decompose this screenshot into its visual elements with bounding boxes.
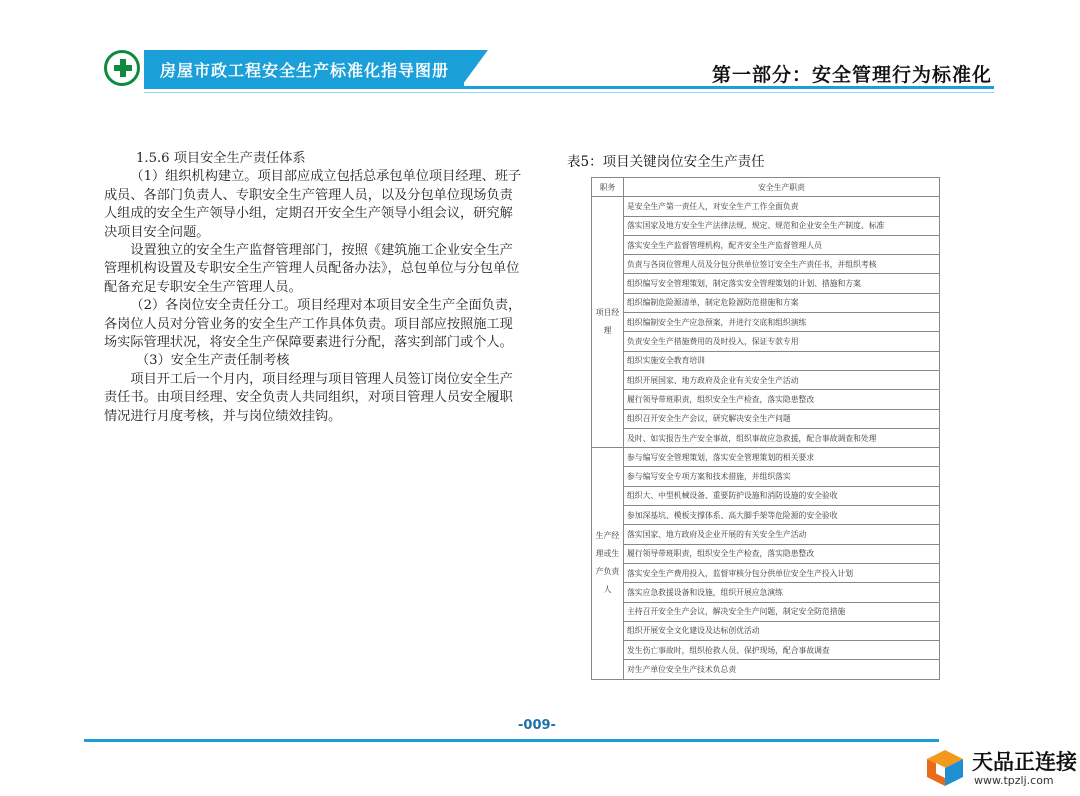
duty-cell: 参加深基坑、模板支撑体系、高大脚手架等危险源的安全验收 [624, 506, 940, 525]
brand-url[interactable]: www.tpzlj.com [974, 774, 1054, 787]
table-row [592, 293, 940, 312]
role-cell-production-manager: 生产经理或生产负责人 [592, 448, 624, 680]
duty-cell: 负责与各岗位管理人员及分包分供单位签订安全生产责任书，并组织考核 [624, 255, 940, 274]
page-number: -009- [518, 718, 556, 733]
table-header-row [592, 178, 940, 197]
table-row [592, 621, 940, 640]
duty-cell: 组织实施安全教育培训 [624, 351, 940, 370]
role-cell-project-manager: 项目经理 [592, 197, 624, 448]
duty-cell: 是安全生产第一责任人，对安全生产工作全面负责 [624, 197, 940, 216]
duty-cell: 落实应急救援设备和设施，组织开展应急演练 [624, 583, 940, 602]
duty-cell: 对生产单位安全生产技术负总责 [624, 660, 940, 679]
footer-divider [84, 739, 939, 742]
duty-table [591, 177, 940, 680]
duty-cell: 落实安全生产费用投入，监督审核分包分供单位安全生产投入计划 [624, 563, 940, 582]
table-row [592, 448, 940, 467]
table-row [592, 506, 940, 525]
duty-cell: 参与编写安全管理策划，落实安全管理策划的相关要求 [624, 448, 940, 467]
duty-cell: 主持召开安全生产会议，解决安全生产问题，制定安全防范措施 [624, 602, 940, 621]
duty-cell: 组织编制危险源清单，制定危险源防范措施和方案 [624, 293, 940, 312]
brand-name: 天品正连接 [972, 750, 1077, 774]
duty-cell: 组织大、中型机械设备、重要防护设施和消防设施的安全验收 [624, 486, 940, 505]
table-row [592, 583, 940, 602]
logo-cross-icon [104, 50, 140, 86]
table-row [592, 428, 940, 447]
body-text [104, 150, 524, 426]
table-row [592, 486, 940, 505]
column-header-role: 职务 [592, 178, 624, 197]
table-row [592, 370, 940, 389]
column-header-duty: 安全生产职责 [624, 178, 940, 197]
table-row [592, 390, 940, 409]
table-row [592, 216, 940, 235]
paragraph: （1）组织机构建立。项目部应成立包括总承包单位项目经理、班子成员、各部门负责人、专职安全生产管理人员，以及分包单位现场负责人组成的安全生产领导小组，定期召开安全生产领导小组会议，研究解决项目安全问题。 [104, 169, 522, 240]
table-row [592, 332, 940, 351]
duty-cell: 组织开展国家、地方政府及企业有关安全生产活动 [624, 370, 940, 389]
table-row [592, 351, 940, 370]
table-caption: 表5：项目关键岗位安全生产责任 [567, 154, 765, 170]
table-row [592, 274, 940, 293]
table-row [592, 409, 940, 428]
table-row [592, 197, 940, 216]
paragraph-heading: （3）安全生产责任制考核 [136, 353, 290, 369]
table-row [592, 255, 940, 274]
duty-cell: 落实国家及地方安全生产法律法规、规定、规范和企业安全生产制度、标准 [624, 216, 940, 235]
duty-cell: 发生伤亡事故时，组织抢救人员、保护现场，配合事故调查 [624, 641, 940, 660]
header-divider [144, 86, 994, 89]
table-row [592, 467, 940, 486]
section-title: 第一部分：安全管理行为标准化 [711, 64, 992, 86]
table-row [592, 235, 940, 254]
duty-cell: 落实国家、地方政府及企业开展的有关安全生产活动 [624, 525, 940, 544]
paragraph: 设置独立的安全生产监督管理部门，按照《建筑施工企业安全生产管理机构设置及专职安全生产管理人员配备办法》，总包单位与分包单位配备充足专职安全生产管理人员。 [104, 243, 520, 295]
duty-cell: 组织编写安全管理策划，制定落实安全管理策划的计划、措施和方案 [624, 274, 940, 293]
table-row [592, 525, 940, 544]
duty-cell: 组织召开安全生产会议，研究解决安全生产问题 [624, 409, 940, 428]
brand-cube-icon [925, 748, 965, 788]
table-row [592, 660, 940, 679]
paragraph: 项目开工后一个月内，项目经理与项目管理人员签订岗位安全生产责任书。由项目经理、安全负责人共同组织，对项目管理人员安全履职情况进行月度考核，并与岗位绩效挂钩。 [104, 371, 513, 424]
table-row [592, 602, 940, 621]
header-divider-thin [144, 92, 994, 93]
duty-cell: 履行领导带班职责，组织安全生产检查，落实隐患整改 [624, 544, 940, 563]
table-row [592, 544, 940, 563]
paragraph: （2）各岗位安全责任分工。项目经理对本项目安全生产全面负责，各岗位人员对分管业务的安全生产工作具体负责。项目部应按照施工现场实际管理状况，将安全生产保障要素进行分配，落实到部门或个人。 [104, 298, 522, 351]
subsection-heading: 1.5.6 项目安全生产责任体系 [136, 151, 306, 166]
duty-cell: 履行领导带班职责，组织安全生产检查，落实隐患整改 [624, 390, 940, 409]
document-title: 房屋市政工程安全生产标准化指导图册 [160, 61, 450, 80]
duty-cell: 组织开展安全文化建设及达标创优活动 [624, 621, 940, 640]
duty-cell: 及时、如实报告生产安全事故，组织事故应急救援，配合事故调查和处理 [624, 428, 940, 447]
duty-cell: 负责安全生产措施费用的及时投入，保证专款专用 [624, 332, 940, 351]
table-row [592, 313, 940, 332]
duty-cell: 落实安全生产监督管理机构，配齐安全生产监督管理人员 [624, 235, 940, 254]
header-band-tip [460, 50, 488, 88]
duty-cell: 参与编写安全专项方案和技术措施，并组织落实 [624, 467, 940, 486]
table-row [592, 641, 940, 660]
table-row [592, 563, 940, 582]
duty-cell: 组织编制安全生产应急预案，并进行交底和组织演练 [624, 313, 940, 332]
